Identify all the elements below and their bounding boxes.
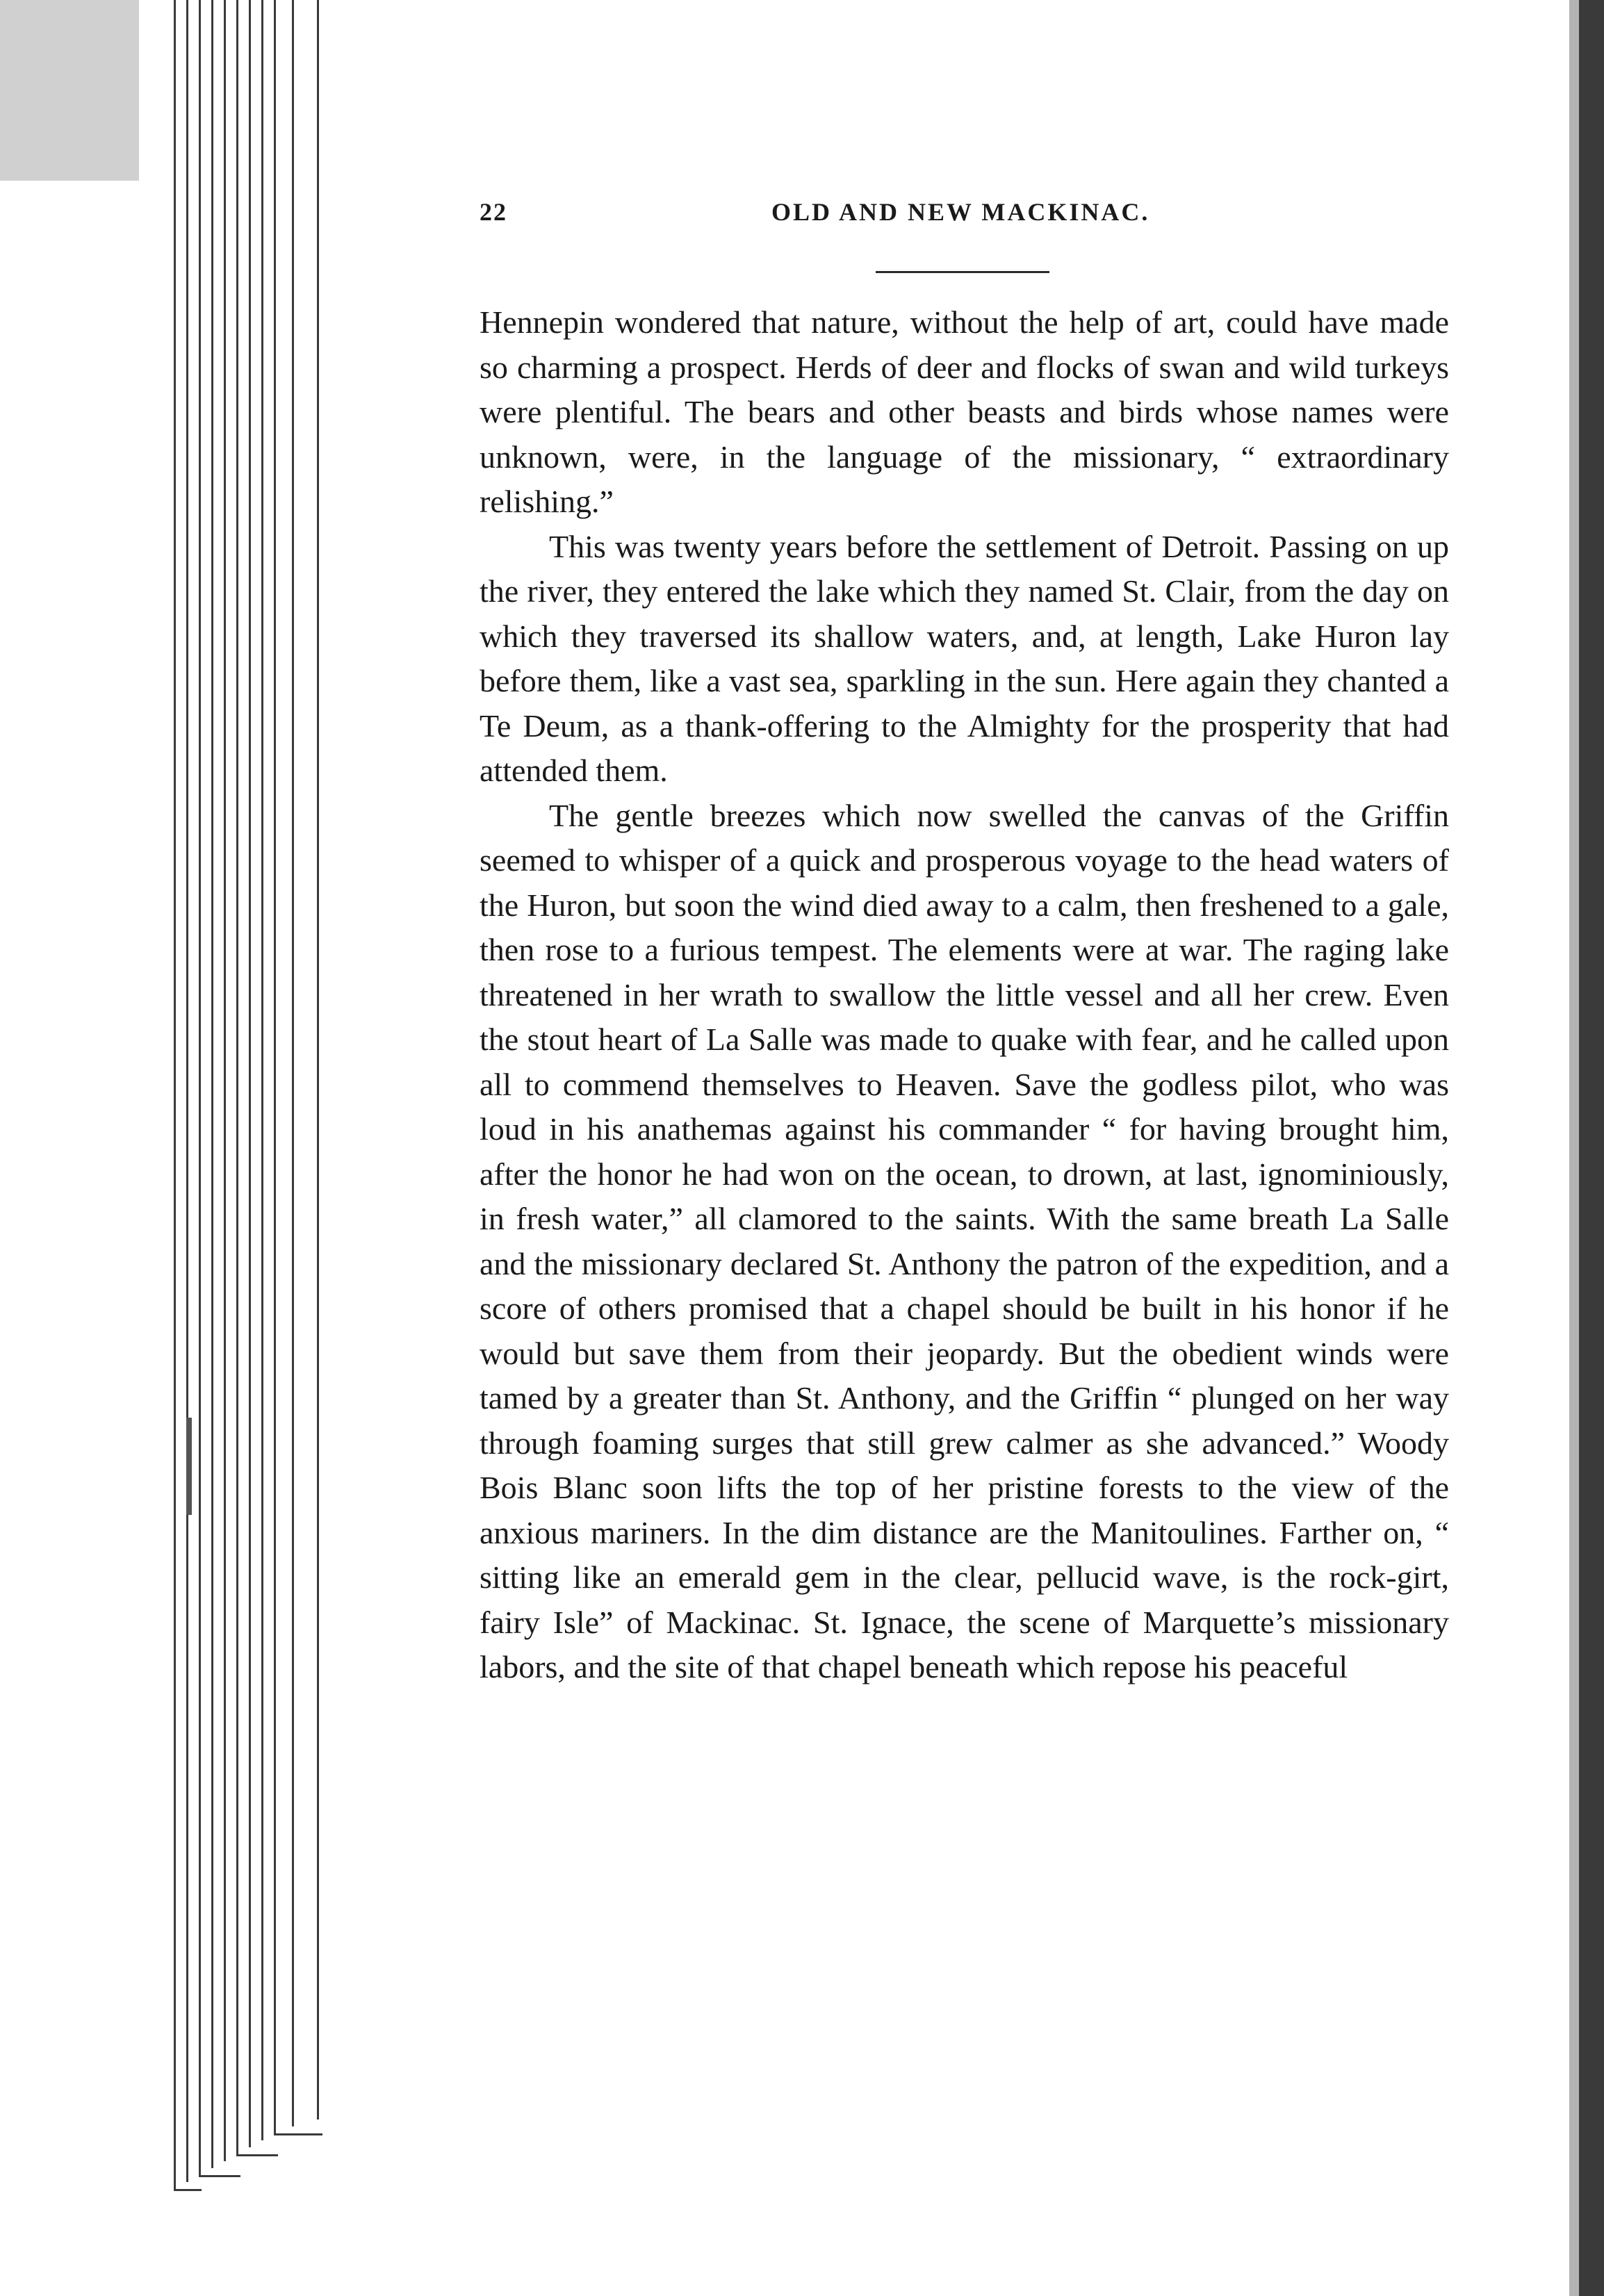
page-edge-line	[274, 0, 276, 2133]
page-edge-line	[236, 0, 238, 2154]
page-edge-line	[249, 0, 251, 2147]
page-edge-line	[317, 0, 319, 2119]
right-page-edge-shade	[1569, 0, 1579, 2296]
page-edge-line	[174, 0, 176, 2189]
page-edge-line	[224, 0, 226, 2161]
scan-shadow	[0, 0, 139, 181]
paragraph: Hennepin wondered that nature, without the help of art, could have made so charming a prospect. Herds of deer and flocks of swan and wild turkeys were plentiful. The bears and other beasts and birds whose names were unknown, were, in the language of the missionary, “ extraordinary relishing.”	[480, 304, 1449, 519]
paragraph: The gentle breezes which now swelled the canvas of the Griffin seemed to whisper of a quick and prosperous voyage to the head waters of the Huron, but soon the wind died away to a calm, then freshened to a gale, then rose to a furious tempest. The elements were at war. The raging lake threatened in her wrath to swallow the little vessel and all her crew. Even the stout heart of La Salle was made to quake with fear, and he called upon all to commend themselves to Heaven. Save the godless pilot, who was loud in his anathemas against his commander “ for having brought him, after the honor he had won on the ocean, to drown, at last, ignominiously, in fresh water,” all clamored to the saints. With the same breath La Salle and the missionary declared St. Anthony the patron of the expedition, and a score of others promised that a chapel should be built in his honor if he would but save them from their jeopardy. But the obedient winds were tamed by a greater than St. Anthony, and the Griffin “ plunged on her way through foaming surges that still grew calmer as she advanced.” Woody Bois Blanc soon lifts the top of her pristine forests to the view of the anxious mariners. In the dim distance are the Manitoulines. Farther on, “ sitting like an emerald gem in the clear, pellucid wave, is the rock-girt, fairy Isle” of Mackinac. St. Ignace, the scene of Marquette’s missionary labors, and the site of that chapel beneath which repose his peaceful	[480, 797, 1449, 1684]
page-edge-bottom	[199, 2175, 240, 2177]
page-edge-bottom	[236, 2154, 278, 2156]
running-title: OLD AND NEW MACKINAC.	[771, 198, 1150, 226]
page-number: 22	[480, 198, 507, 226]
page-edge-line	[199, 0, 201, 2175]
page-edge-bottom	[274, 2133, 322, 2135]
header-rule	[876, 271, 1049, 273]
page-edge-line	[186, 0, 188, 2182]
page-edges	[160, 0, 320, 2203]
running-head	[480, 197, 1452, 232]
body-text	[480, 300, 1449, 1690]
page-edge-line	[261, 0, 263, 2140]
spine-mark	[186, 1418, 192, 1515]
page-edge-bottom	[174, 2189, 202, 2191]
page-edge-line	[211, 0, 213, 2168]
paragraph: This was twenty years before the settlement of Detroit. Passing on up the river, they entered the lake which they named St. Clair, from the day on which they traversed its shallow waters, and, at length, Lake Huron lay before them, like a vast sea, sparkling in the sun. Here again they chanted a Te Deum, as a thank-offering to the Almighty for the prosperity that had attended them.	[480, 528, 1449, 788]
right-page-edge	[1579, 0, 1604, 2296]
page-edge-line	[292, 0, 294, 2126]
